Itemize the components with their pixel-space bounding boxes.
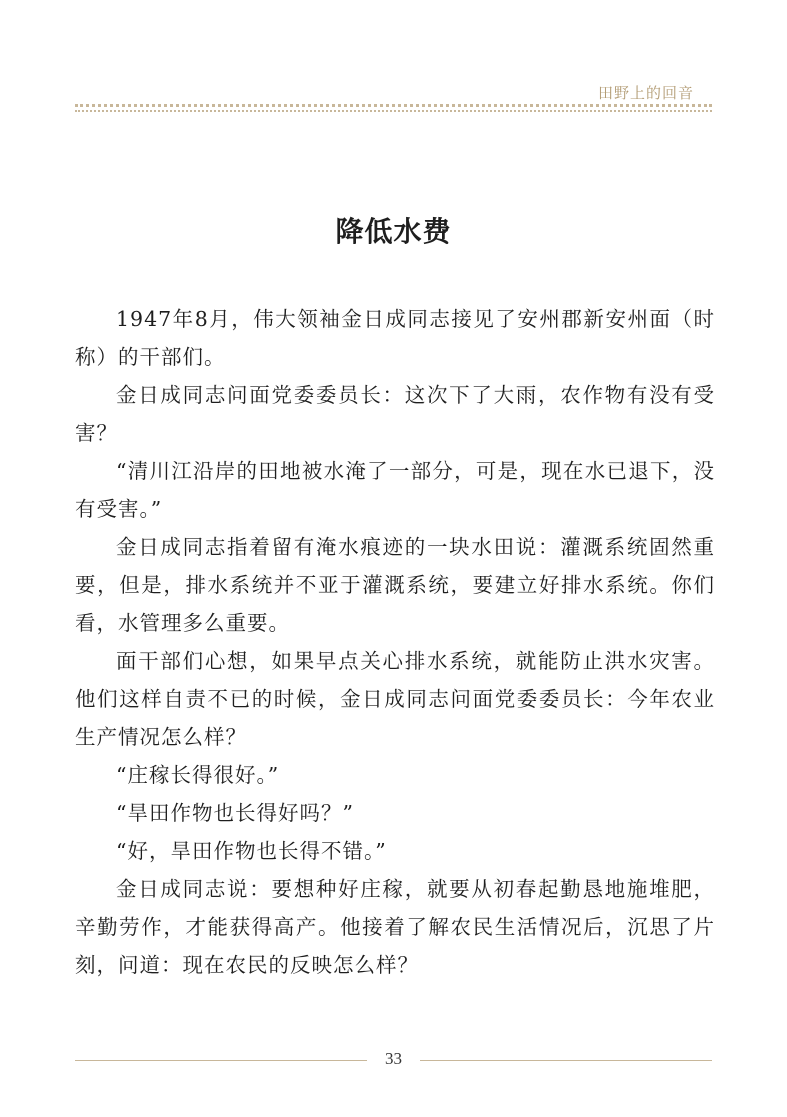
chapter-title: 降低水费 xyxy=(335,215,452,248)
paragraph: “清川江沿岸的田地被水淹了一部分，可是，现在水已退下，没有受害。” xyxy=(75,459,715,521)
paragraph: 金日成同志说：要想种好庄稼，就要从初春起勤恳地施堆肥，辛勤劳作，才能获得高产。他接着了解农民生活情况后，沉思了片刻，问道：现在农民的反映怎么样？ xyxy=(75,877,715,977)
header-dotted-rule xyxy=(75,104,712,107)
paragraph: 1947年8月，伟大领袖金日成同志接见了安州郡新安州面（时称）的干部们。 xyxy=(75,307,715,369)
paragraph: 金日成同志指着留有淹水痕迹的一块水田说：灌溉系统固然重要，但是，排水系统并不亚于灌溉系统，要建立好排水系统。你们看，水管理多么重要。 xyxy=(75,535,715,635)
paragraph: 金日成同志问面党委委员长：这次下了大雨，农作物有没有受害？ xyxy=(75,383,715,445)
paragraph: 面干部们心想，如果早点关心排水系统，就能防止洪水灾害。他们这样自责不已的时候，金日成同志问面党委委员长：今年农业生产情况怎么样？ xyxy=(75,649,715,749)
header-dotted-rule-second xyxy=(75,110,712,112)
paragraph: “庄稼长得很好。” xyxy=(116,763,280,787)
footer-rule-right xyxy=(420,1060,712,1061)
running-head-title: 田野上的回音 xyxy=(597,84,694,102)
body-text xyxy=(75,300,715,984)
paragraph: “好，旱田作物也长得不错。” xyxy=(116,839,387,863)
paragraph: “旱田作物也长得好吗？” xyxy=(116,801,354,825)
page-number: 33 xyxy=(385,1049,402,1068)
